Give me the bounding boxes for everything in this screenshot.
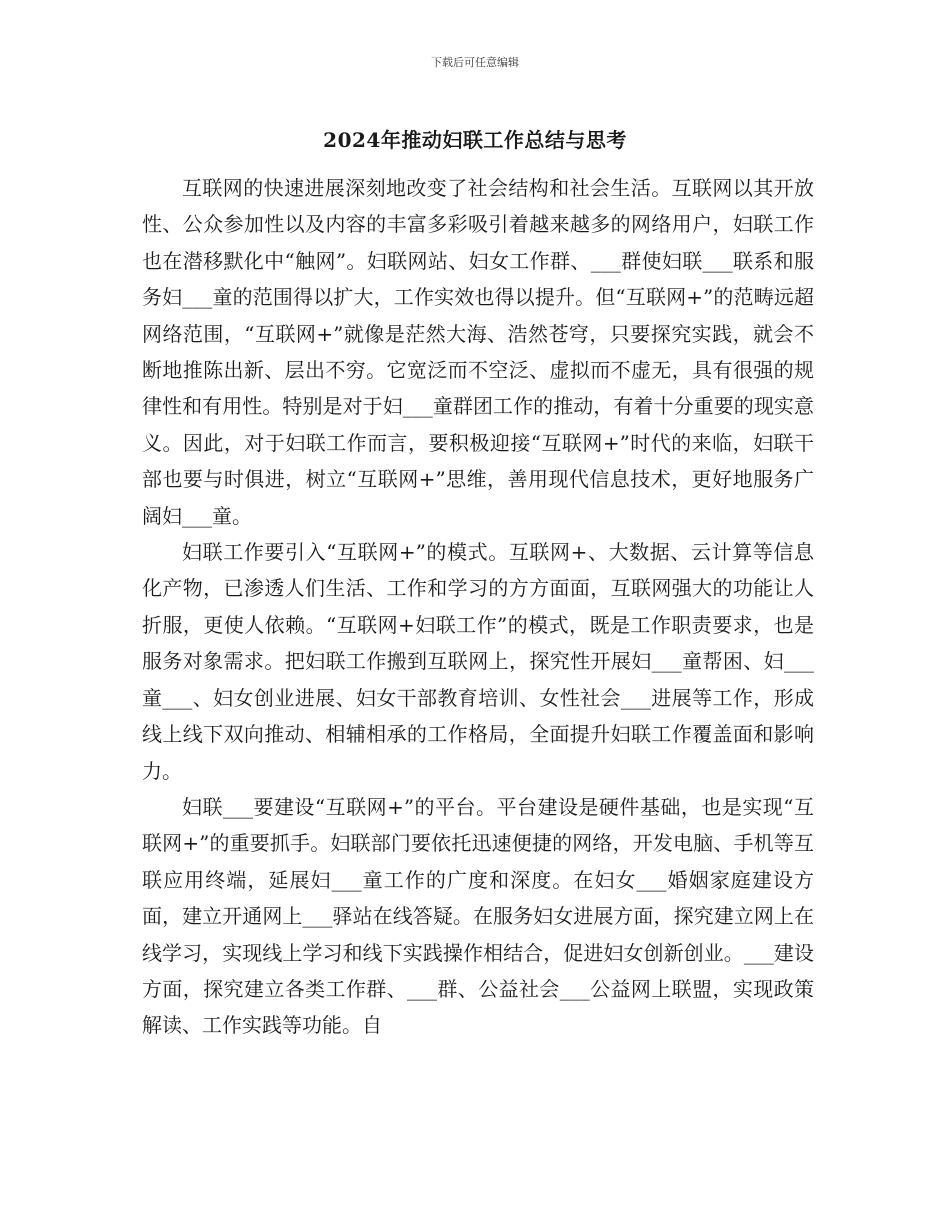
document-body xyxy=(142,170,814,1044)
paragraph-3: 妇联___要建设“互联网+”的平台。平台建设是硬件基础，也是实现“互联网+”的重要抓手。妇联部门要依托迅速便捷的网络，开发电脑、手机等互联应用终端，延展妇___童工作的广度和深度。在妇女___婚姻家庭建设方面，建立开通网上___驿站在线答疑。在服务妇女进展方面，探究建立网上在线学习，实现线上学习和线下实践操作相结合，促进妇女创新创业。___建设方面，探究建立各类工作群、___群、公益社会___公益网上联盟，实现政策解读、工作实践等功能。自 xyxy=(142,794,814,1038)
document-title: 2024年推动妇联工作总结与思考 xyxy=(323,128,627,152)
page-header-note: 下载后可任意编辑 xyxy=(431,56,519,69)
paragraph-1: 互联网的快速进展深刻地改变了社会结构和社会生活。互联网以其开放性、公众参加性以及内容的丰富多彩吸引着越来越多的网络用户，妇联工作也在潜移默化中“触网”。妇联网站、妇女工作群、___群使妇联___联系和服务妇___童的范围得以扩大，工作实效也得以提升。但“互联网+”的范畴远超网络范围，“互联网+”就像是茫然大海、浩然苍穹，只要探究实践，就会不断地推陈出新、层出不穷。它宽泛而不空泛、虚拟而不虚无，具有很强的规律性和有用性。特别是对于妇___童群团工作的推动，有着十分重要的现实意义。因此，对于妇联工作而言，要积极迎接“互联网+”时代的来临，妇联干部也要与时俱进，树立“互联网+”思维，善用现代信息技术，更好地服务广阔妇___童。 xyxy=(142,176,814,528)
paragraph-2: 妇联工作要引入“互联网+”的模式。互联网+、大数据、云计算等信息化产物，已渗透人们生活、工作和学习的方方面面，互联网强大的功能让人折服，更使人依赖。“互联网+妇联工作”的模式，既是工作职责要求，也是服务对象需求。把妇联工作搬到互联网上，探究性开展妇___童帮困、妇___童___、妇女创业进展、妇女干部教育培训、女性社会___进展等工作，形成线上线下双向推动、相辅相承的工作格局，全面提升妇联工作覆盖面和影响力。 xyxy=(142,540,814,783)
